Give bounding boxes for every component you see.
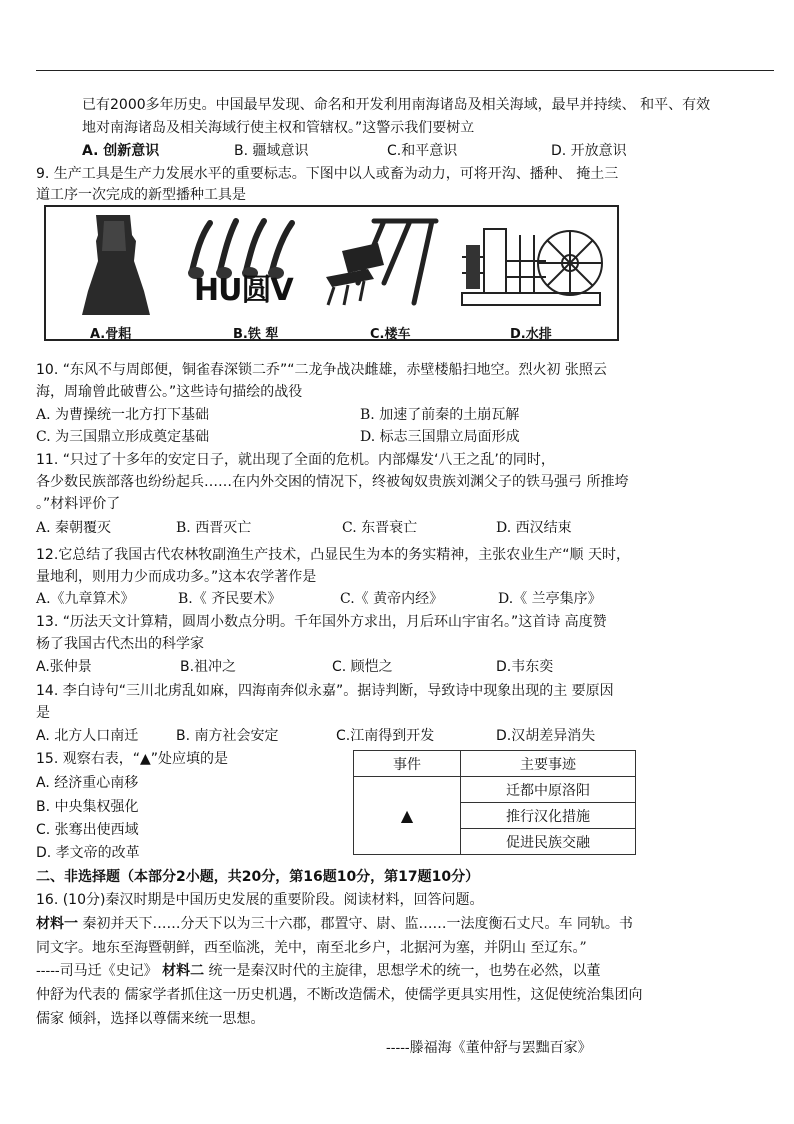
material-two-text: 儒家 倾斜，选择以尊儒来统一思想。 [36, 1011, 265, 1027]
q13-option-d[interactable]: D.韦东奕 [496, 659, 554, 675]
text-line: 地对南海诸岛及相关海域行使主权和管辖权。”这警示我们要树立 [82, 120, 475, 136]
q15-option-d[interactable]: D. 孝文帝的改革 [36, 845, 140, 861]
q10-stem: 10. “东风不与周郎便，铜雀春深锁二乔”“二龙争战决雌雄，赤壁楼船扫地空。烈火初 张照云 [36, 362, 607, 378]
q10-option-c[interactable]: C. 为三国鼎立形成奠定基础 [36, 429, 210, 445]
q10-option-d[interactable]: D. 标志三国鼎立局面形成 [360, 429, 520, 445]
q13-options [36, 658, 636, 676]
text-line: 已有2000多年历史。中国最早发现、命名和开发利用南海诸岛及相关海域，最早并持续、 和平、有效 [82, 97, 711, 113]
material-two-line [36, 962, 601, 980]
q14-option-a[interactable]: A. 北方人口南迁 [36, 728, 139, 744]
water-bellows-image [454, 217, 604, 311]
material-one-text: 秦初并天下……分天下以为三十六郡，郡置守、尉、监……一法度衡石丈尺。车 同轨。书 [78, 916, 633, 932]
material-two-source: -----滕福海《董仲舒与罢黜百家》 [386, 1040, 592, 1056]
q11-stem: 各少数民族部落也纷纷起兵……在内外交困的情况下，终被匈奴贵族刘渊父子的铁马强弓 所推垮 [36, 474, 629, 490]
q13-stem: 13. “历法天文计算精，圆周小数点分明。千年国外方求出，月后环山宇宙名。”这首诗 高度赞 [36, 614, 607, 630]
event-table [353, 750, 636, 855]
q14-options [36, 727, 656, 745]
material-two-text: 儒家学者抓住这一历史机遇，不断改造儒术，使儒学更具实用性，这促使统治集团向 [120, 987, 643, 1003]
q9-stem: 9. 生产工具是生产力发展水平的重要标志。下图中以人或畜为动力，可将开沟、播种、 掩土三 [36, 166, 619, 182]
figure-caption-a: A.骨耜 [90, 327, 132, 342]
q8-options [82, 142, 682, 160]
q12-option-a[interactable]: A.《九章算术》 [36, 591, 135, 607]
q11-option-d[interactable]: D. 西汉结束 [496, 520, 572, 536]
table-row [354, 777, 636, 803]
q8-option-a[interactable]: A. 创新意识 [82, 143, 160, 159]
table-cell: 迁都中原洛阳 [461, 777, 636, 803]
q12-options [36, 590, 676, 608]
q15-option-b[interactable]: B. 中央集权强化 [36, 799, 139, 815]
table-marker: ▲ [354, 777, 461, 855]
q15-option-c[interactable]: C. 张骞出使西域 [36, 822, 139, 838]
q12-option-d[interactable]: D.《 兰亭集序》 [498, 591, 602, 607]
q13-option-c[interactable]: C. 顾恺之 [332, 659, 393, 675]
material-two-label: 材料二 [162, 963, 205, 979]
q8-option-b[interactable]: B. 疆域意识 [234, 143, 309, 159]
q16-stem: 16. (10分)秦汉时期是中国历史发展的重要阶段。阅读材料，回答问题。 [36, 892, 484, 908]
q14-option-b[interactable]: B. 南方社会安定 [176, 728, 279, 744]
table-header-deeds: 主要事迹 [461, 751, 636, 777]
q13-option-a[interactable]: A.张仲景 [36, 659, 92, 675]
material-two-emphasis: 仲舒为代表的 [36, 987, 120, 1003]
q11-option-b[interactable]: B. 西晋灭亡 [176, 520, 252, 536]
q15-stem: 15. 观察右表，“▲”处应填的是 [36, 751, 228, 767]
tools-figure [44, 205, 619, 341]
table-cell: 推行汉化措施 [461, 803, 636, 829]
table-cell: 促进民族交融 [461, 829, 636, 855]
q13-stem: 杨了我国古代杰出的科学家 [36, 636, 204, 652]
table-header-event: 事件 [354, 751, 461, 777]
q8-option-c[interactable]: C.和平意识 [387, 143, 458, 159]
material-one-source: -----司马迁《史记》 [36, 963, 163, 979]
material-one-text: 同文字。地东至海暨朝鲜，西至临洮，羌中，南至北乡户，北据河为塞，并阴山 至辽东。” [36, 940, 587, 956]
q13-option-b[interactable]: B.祖冲之 [180, 659, 237, 675]
q9-stem: 道工序一次完成的新型播种工具是 [36, 187, 246, 203]
q11-option-a[interactable]: A. 秦朝覆灭 [36, 520, 112, 536]
material-one-label: 材料一 [36, 916, 78, 932]
q11-stem: 11. “只过了十多年的安定日子，就出现了全面的危机。内部爆发‘八王之乱’的同时， [36, 452, 555, 468]
material-one-line [36, 915, 633, 933]
plow-overlay-text: HU圆V [194, 273, 293, 308]
q14-stem: 是 [36, 705, 50, 721]
q12-stem: 12.它总结了我国古代农林牧副渔生产技术，凸显民生为本的务实精神，主张农业生产“顺 天时， [36, 547, 630, 563]
q11-stem: 。”材料评价了 [36, 496, 121, 512]
q10-option-a[interactable]: A. 为曹操统一北方打下基础 [36, 407, 210, 423]
figure-caption-d: D.水排 [510, 327, 552, 342]
material-two-text: 统一是秦汉时代的主旋律，思想学术的统一，也势在必然，以董 [204, 963, 601, 979]
seed-drill-image [314, 213, 444, 313]
header-rule [36, 70, 774, 71]
section-two-heading: 二、非选择题（本部分2小题，共20分，第16题10分，第17题10分） [36, 869, 480, 885]
q11-option-c[interactable]: C. 东晋衰亡 [342, 520, 418, 536]
q11-options [36, 519, 636, 537]
q12-option-c[interactable]: C.《 黄帝内经》 [340, 591, 444, 607]
q10-stem: 海，周瑜曾此破曹公。”这些诗句描绘的战役 [36, 384, 303, 400]
q8-option-d[interactable]: D. 开放意识 [551, 143, 627, 159]
q14-stem: 14. 李白诗句“三川北虏乱如麻，四海南奔似永嘉”。据诗判断，导致诗中现象出现的主 要原因 [36, 683, 614, 699]
q12-option-b[interactable]: B.《 齐民要术》 [178, 591, 282, 607]
bone-spade-image [74, 211, 160, 319]
table-row [354, 751, 636, 777]
material-two-line [36, 986, 642, 1004]
q14-option-c[interactable]: C.江南得到开发 [336, 728, 435, 744]
figure-caption-b: B.铁 犁 [233, 327, 279, 342]
q10-option-b[interactable]: B. 加速了前秦的土崩瓦解 [360, 407, 520, 423]
q15-option-a[interactable]: A. 经济重心南移 [36, 775, 139, 791]
q12-stem: 量地利，则用力少而成功多。”这本农学著作是 [36, 569, 317, 585]
figure-caption-c: C.楼车 [370, 327, 411, 342]
q14-option-d[interactable]: D.汉胡差异消失 [496, 728, 596, 744]
